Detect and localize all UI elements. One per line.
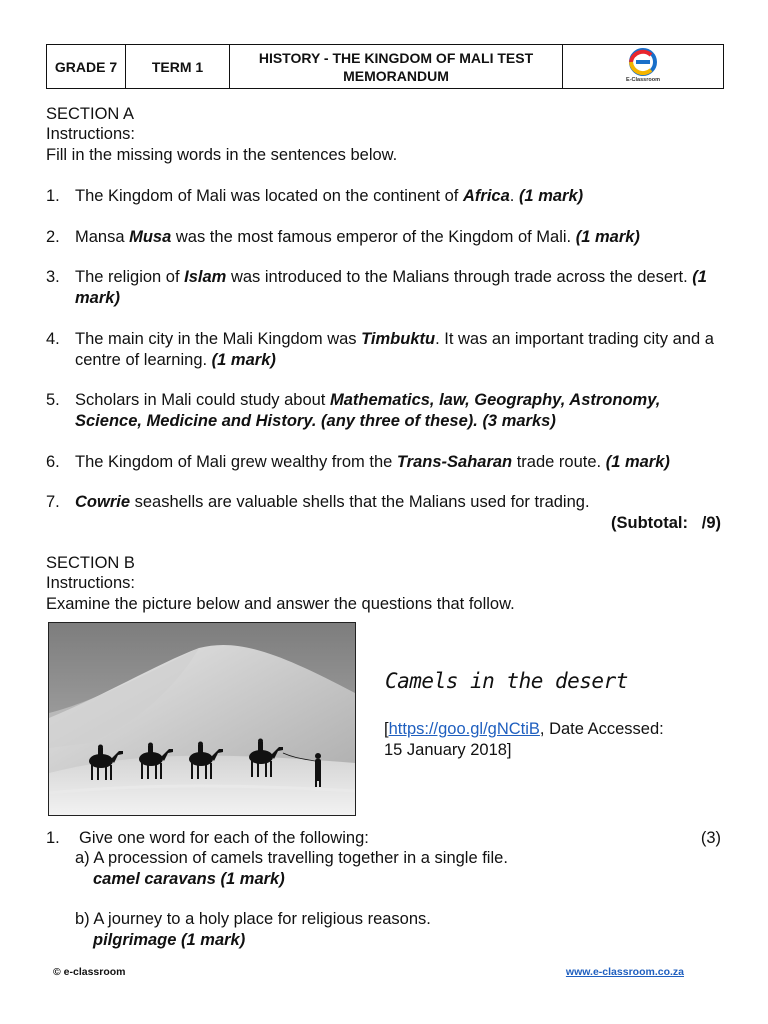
answer-text: Africa	[462, 187, 510, 205]
source-date-label: , Date Accessed:	[539, 720, 664, 738]
mark-text: (1 mark)	[605, 453, 670, 471]
question-number: 2.	[46, 228, 60, 246]
question-1	[46, 186, 726, 207]
answer-text: Islam	[184, 268, 227, 286]
photo-caption: Camels in the desert	[385, 669, 628, 693]
section-a-instructions-label: Instructions:	[46, 125, 135, 143]
question-number: 1.	[46, 187, 60, 205]
question-number: 6.	[46, 453, 60, 471]
section-a-instructions: Fill in the missing words in the sentences below.	[46, 146, 398, 164]
question-number: 4.	[46, 330, 60, 348]
question-text: seashells are valuable shells that the Malians used for trading.	[130, 493, 590, 511]
section-b-q1-text: Give one word for each of the following:	[79, 829, 369, 847]
question-text: trade route.	[512, 453, 606, 471]
e-classroom-logo	[623, 47, 663, 83]
sub-question-a: a) A procession of camels travelling together in a single file.	[75, 849, 508, 867]
question-text: The Kingdom of Mali was located on the continent of	[75, 187, 463, 205]
header-table	[46, 44, 724, 89]
footer-website-link[interactable]: www.e-classroom.co.za	[565, 966, 684, 978]
answer-text: Trans-Saharan	[396, 453, 513, 471]
mark-text: (1 mark)	[518, 187, 584, 205]
question-text: The Kingdom of Mali grew wealthy from the	[75, 453, 397, 471]
question-text: Mansa	[75, 228, 130, 246]
answer-text: Mathematics, law, Geography, Astronomy, Science, Medicine and History. (any three of these).	[75, 391, 661, 430]
sub-answer-b: pilgrimage (1 mark)	[93, 931, 246, 949]
question-text: . It was an important trading city and a centre of learning.	[75, 330, 714, 369]
grade-cell: GRADE 7	[47, 45, 126, 89]
section-b-instructions: Examine the picture below and answer the questions that follow.	[46, 595, 515, 613]
section-a-heading: SECTION A	[46, 105, 135, 123]
title-line1: HISTORY - THE KINGDOM OF MALI TEST	[258, 49, 534, 66]
mark-text: (3 marks)	[482, 411, 556, 430]
subtotal-label: (Subtotal:	[610, 514, 688, 532]
desert-scene	[49, 623, 355, 815]
question-2	[46, 227, 726, 248]
question-number: 7.	[46, 493, 60, 511]
answer-text: Cowrie	[75, 493, 131, 511]
question-7	[46, 492, 726, 513]
sub-answer-a: camel caravans (1 mark)	[93, 870, 285, 888]
mark-text: (1 mark)	[211, 350, 276, 369]
source-date: 15 January 2018]	[384, 740, 512, 759]
question-6	[46, 452, 726, 473]
term-cell: TERM 1	[126, 45, 230, 89]
question-text: The religion of	[75, 268, 185, 286]
camels-desert-photo	[48, 622, 356, 816]
answer-text: Timbuktu	[361, 330, 436, 348]
question-5	[46, 390, 726, 431]
photo-source	[384, 719, 704, 760]
question-4	[46, 329, 726, 370]
mark-text: (1 mark)	[575, 228, 640, 246]
question-3	[46, 267, 726, 308]
mark-text: (1 mark)	[75, 268, 707, 307]
question-text: was the most famous emperor of the Kingdom of Mali.	[171, 228, 576, 246]
subtotal-value: /9)	[701, 514, 721, 532]
question-number: 3.	[46, 268, 60, 286]
source-bracket: [	[384, 720, 389, 738]
title-line2: MEMORANDUM	[343, 67, 449, 84]
logo-cell	[563, 45, 724, 89]
svg-text:E-Classroom: E-Classroom	[626, 76, 660, 83]
section-b-heading: SECTION B	[46, 554, 135, 572]
source-link[interactable]: https://goo.gl/gNCtiB	[388, 720, 540, 738]
question-text: The main city in the Mali Kingdom was	[75, 330, 362, 348]
question-text: Scholars in Mali could study about	[75, 391, 330, 409]
section-b-q1-marks: (3)	[700, 829, 721, 847]
sub-question-b: b) A journey to a holy place for religious reasons.	[75, 910, 431, 928]
question-text: was introduced to the Malians through trade across the desert.	[226, 268, 693, 286]
question-number: 5.	[46, 391, 60, 409]
question-text: .	[509, 187, 519, 205]
footer-copyright: © e-classroom	[53, 966, 126, 978]
title-cell	[230, 45, 563, 89]
subtotal	[611, 513, 721, 534]
section-b-q1-number: 1.	[46, 829, 60, 847]
answer-text: Musa	[129, 228, 172, 246]
section-b-instructions-label: Instructions:	[46, 574, 135, 592]
